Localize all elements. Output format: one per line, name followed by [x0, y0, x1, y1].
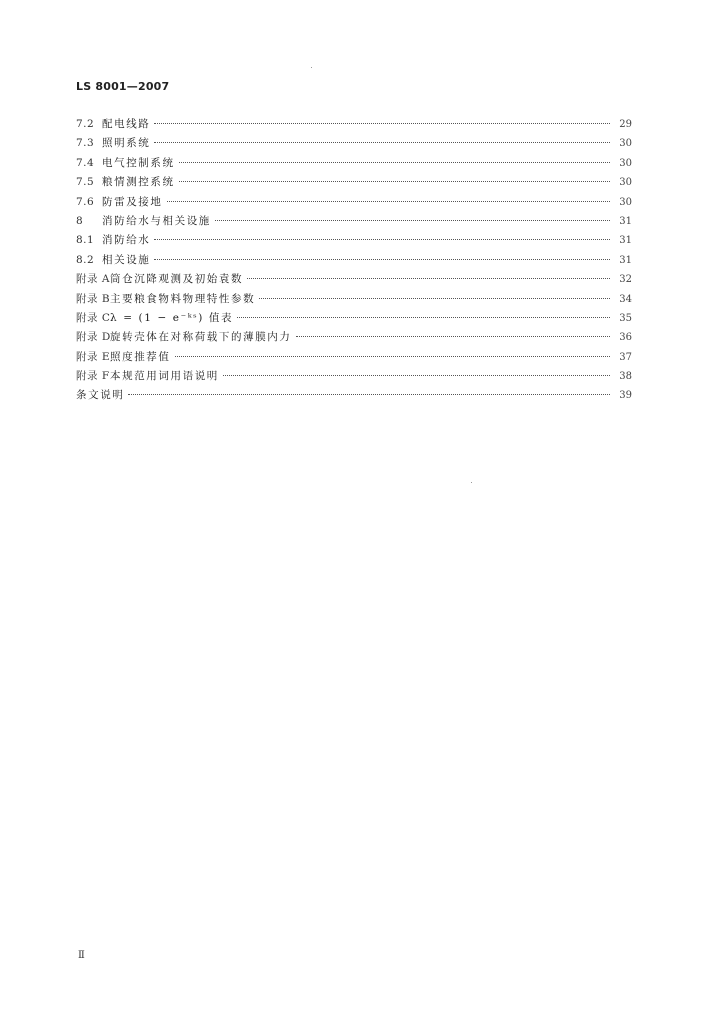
toc-entry-number: 附录 E — [76, 350, 111, 363]
toc-entry[interactable] — [76, 134, 632, 153]
toc-entry[interactable] — [76, 309, 632, 328]
standard-code-header: LS 8001—2007 — [76, 80, 170, 93]
toc-entry[interactable] — [76, 386, 632, 405]
toc-dot-leader — [128, 394, 610, 395]
toc-dot-leader — [154, 123, 610, 124]
toc-entry-title: 条文说明 — [76, 389, 125, 402]
toc-entry-page: 35 — [619, 312, 632, 324]
toc-dot-leader — [175, 356, 611, 357]
toc-entry-page: 31 — [619, 215, 632, 227]
page-number: Ⅱ — [78, 950, 85, 961]
toc-entry-number: 附录 F — [76, 370, 110, 383]
toc-entry[interactable] — [76, 251, 632, 270]
toc-entry-title: 消防给水与相关设施 — [102, 214, 211, 227]
toc-entry-number: 附录 B — [76, 292, 111, 305]
toc-entry-title: 主要粮食物料物理特性参数 — [110, 292, 256, 305]
toc-entry-title: 粮情测控系统 — [102, 176, 175, 189]
toc-entry-page: 30 — [619, 157, 632, 169]
toc-entry-page: 31 — [619, 235, 632, 247]
toc-entry-title: 电气控制系统 — [102, 156, 175, 169]
toc-dot-leader — [179, 162, 610, 163]
toc-entry-number: 7.6 — [76, 195, 95, 208]
toc-entry[interactable] — [76, 193, 632, 212]
toc-entry[interactable] — [76, 115, 632, 134]
scan-speck — [311, 67, 312, 68]
toc-entry-number: 8.2 — [76, 253, 95, 266]
toc-entry[interactable] — [76, 328, 632, 347]
toc-dot-leader — [215, 220, 610, 221]
toc-entry-page: 36 — [619, 332, 632, 344]
toc-dot-leader — [154, 142, 610, 143]
toc-entry[interactable] — [76, 270, 632, 289]
toc-entry-title: 照度推荐值 — [110, 350, 171, 363]
toc-dot-leader — [167, 201, 611, 202]
toc-entry-title: 本规范用词用语说明 — [110, 370, 219, 383]
toc-entry-title: 筒仓沉降观测及初始袁数 — [110, 273, 244, 286]
toc-entry-number: 8.1 — [76, 234, 95, 247]
toc-dot-leader — [259, 298, 610, 299]
toc-entry-page: 38 — [619, 371, 632, 383]
scan-speck — [471, 482, 472, 483]
toc-entry-title: 防雷及接地 — [102, 195, 163, 208]
table-of-contents — [76, 115, 632, 406]
toc-dot-leader — [237, 317, 610, 318]
toc-entry-number: 8 — [76, 214, 84, 227]
toc-entry-page: 30 — [619, 138, 632, 150]
toc-dot-leader — [247, 278, 610, 279]
toc-entry-page: 30 — [619, 177, 632, 189]
toc-dot-leader — [223, 375, 610, 376]
toc-entry-number: 7.3 — [76, 137, 95, 150]
toc-entry-number: 7.4 — [76, 156, 95, 169]
toc-dot-leader — [296, 336, 611, 337]
toc-dot-leader — [154, 259, 610, 260]
toc-entry-number: 附录 D — [76, 331, 111, 344]
toc-entry[interactable] — [76, 367, 632, 386]
toc-entry-page: 30 — [619, 196, 632, 208]
toc-entry-page: 29 — [619, 119, 632, 130]
toc-dot-leader — [154, 239, 610, 240]
toc-entry-page: 32 — [619, 274, 632, 286]
toc-entry[interactable] — [76, 290, 632, 309]
toc-entry[interactable] — [76, 231, 632, 250]
toc-entry-number: 7.5 — [76, 176, 95, 189]
toc-entry-title: 配电线路 — [102, 118, 151, 130]
toc-entry[interactable] — [76, 173, 632, 192]
toc-dot-leader — [179, 181, 610, 182]
toc-entry-title: 消防给水 — [102, 234, 151, 247]
toc-entry-title: 相关设施 — [102, 253, 151, 266]
toc-entry-number: 附录 C — [76, 311, 111, 324]
toc-entry-page: 31 — [619, 254, 632, 266]
toc-entry-title: 照明系统 — [102, 137, 151, 150]
toc-entry-number: 7.2 — [76, 118, 95, 130]
toc-entry[interactable] — [76, 154, 632, 173]
toc-entry[interactable] — [76, 348, 632, 367]
toc-entry-number: 附录 A — [76, 273, 110, 286]
toc-entry[interactable] — [76, 212, 632, 231]
toc-entry-title: 旋转壳体在对称荷载下的薄膜内力 — [110, 331, 292, 344]
toc-entry-page: 39 — [619, 390, 632, 402]
toc-entry-page: 37 — [619, 351, 632, 363]
toc-entry-title: λ = (1 − e⁻ᵏˢ) 值表 — [110, 311, 234, 324]
toc-entry-page: 34 — [619, 293, 632, 305]
